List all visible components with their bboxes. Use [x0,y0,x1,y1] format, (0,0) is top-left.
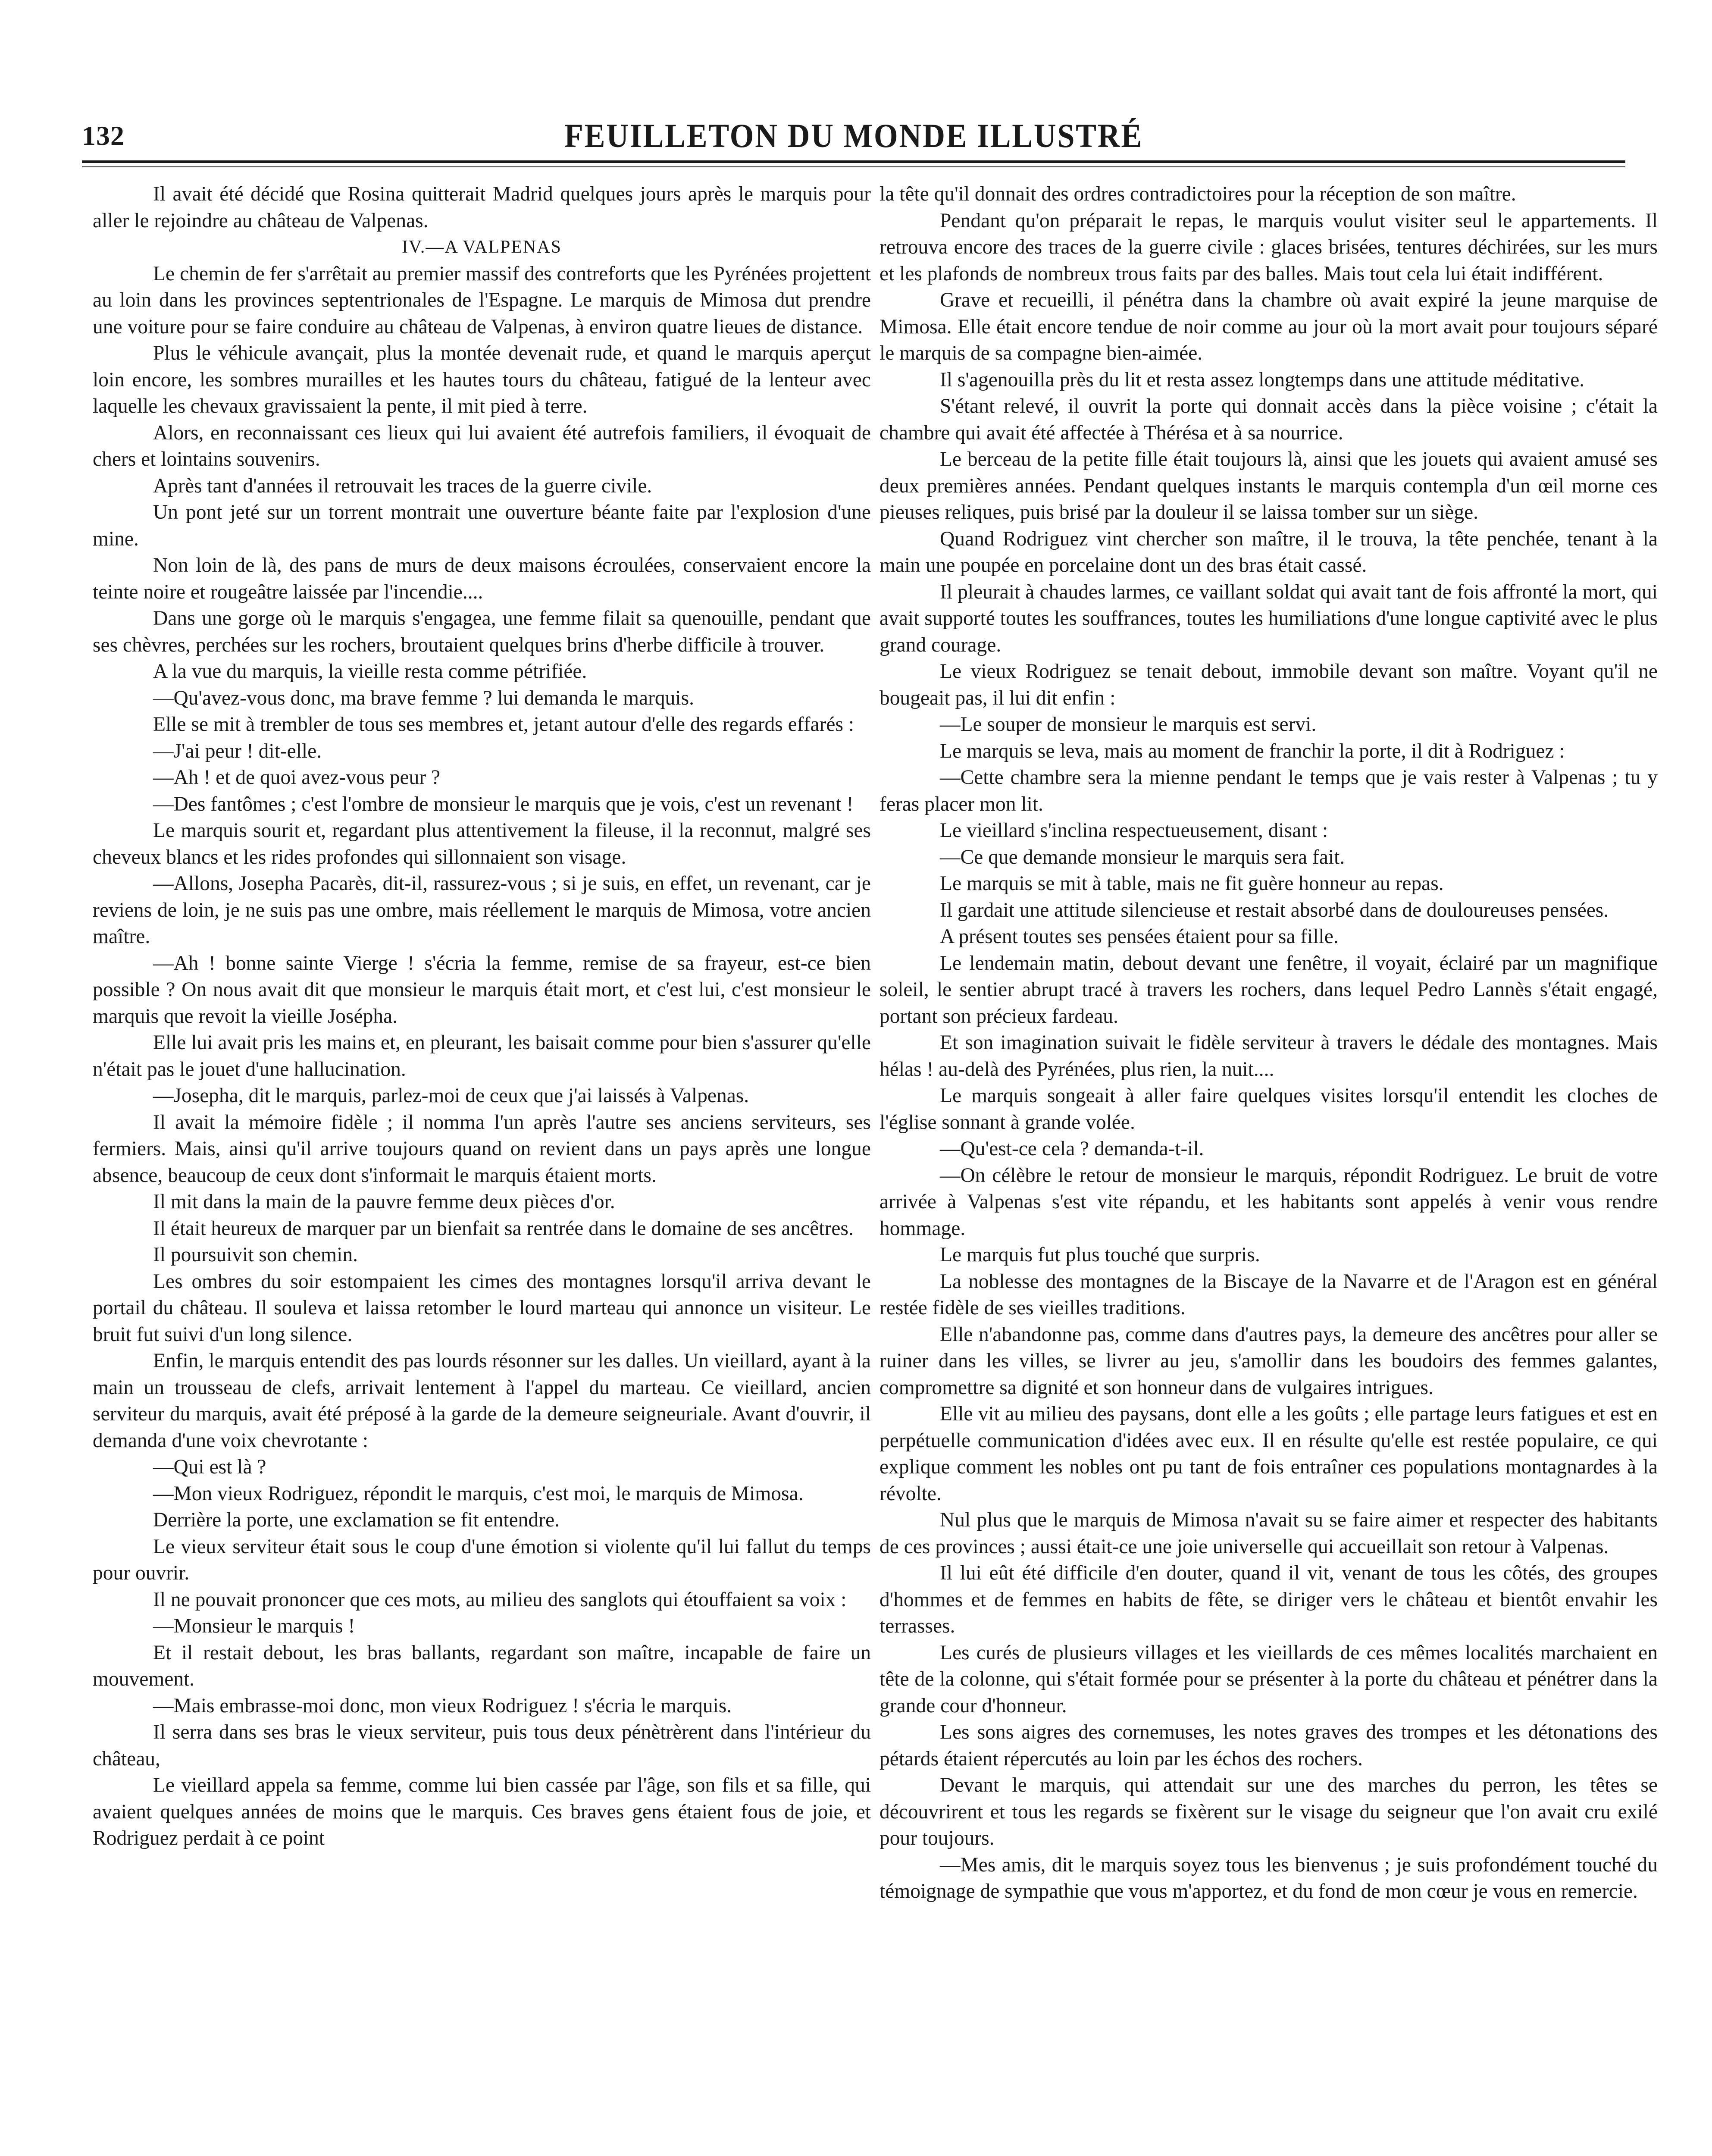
paragraph: Le chemin de fer s'arrêtait au premier massif des contreforts que les Pyrénées projettent au loin dans les provinces septentrionales de l'Espagne. Le marquis de Mimosa dut prendre une voiture pour se faire conduire au château de Valpenas, à environ quatre lieues de distance. [93,262,871,338]
left-paragraphs [93,261,871,1852]
paragraph: —Des fantômes ; c'est l'ombre de monsieur le marquis que je vois, c'est un revenant ! [153,793,854,815]
paragraph: —Ah ! bonne sainte Vierge ! s'écria la femme, remise de sa frayeur, est-ce bien possible ? On nous avait dit que monsieur le marquis était mort, et c'est lui, c'est monsieur le marquis que revoit la vieille Josépha. [93,952,871,1028]
paragraph: La noblesse des montagnes de la Biscaye de la Navarre et de l'Aragon est en général restée fidèle de ses vieilles traditions. [879,1270,1658,1319]
paragraph: —Qu'est-ce cela ? demanda-t-il. [940,1138,1204,1160]
paragraph: Le vieillard s'inclina respectueusement, disant : [940,819,1328,842]
continuation-paragraph: la tête qu'il donnait des ordres contradictoires pour la réception de son maître. [879,183,1516,205]
section-heading: IV.—A VALPENAS [401,237,562,257]
paragraph: —J'ai peur ! dit-elle. [153,740,322,762]
paragraph: —Mon vieux Rodriguez, répondit le marquis, c'est moi, le marquis de Mimosa. [153,1482,804,1505]
paragraph: Il était heureux de marquer par un bienfait sa rentrée dans le domaine de ses ancêtres. [153,1217,854,1240]
paragraph: Et il restait debout, les bras ballants, regardant son maître, incapable de faire un mouvement. [93,1641,871,1690]
paragraph: Non loin de là, des pans de murs de deux maisons écroulées, conservaient encore la teinte noire et rougeâtre laissée par l'incendie.... [93,554,871,603]
paragraph: Plus le véhicule avançait, plus la montée devenait rude, et quand le marquis aperçut loin encore, les sombres murailles et les hautes tours du château, fatigué de la lenteur avec laquelle les chevaux gravissaient la pente, il mit pied à terre. [93,342,871,417]
paragraph: Il serra dans ses bras le vieux serviteur, puis tous deux pénètrèrent dans l'intérieur du château, [93,1721,871,1770]
paragraph: A la vue du marquis, la vieille resta comme pétrifiée. [153,660,587,683]
paragraph: Elle lui avait pris les mains et, en pleurant, les baisait comme pour bien s'assurer qu'elle n'était pas le jouet d'une hallucination. [93,1031,871,1081]
paragraph: Après tant d'années il retrouvait les traces de la guerre civile. [153,474,652,497]
paragraph: Le marquis songeait à aller faire quelques visites lorsqu'il entendit les cloches de l'église sonnant à grande volée. [879,1084,1658,1134]
paragraph: Il avait la mémoire fidèle ; il nomma l'un après l'autre ses anciens serviteurs, ses fermiers. Mais, ainsi qu'il arrive toujours quand on revient dans un pays après une longue absence, beaucoup de ceux dont s'informait le marquis étaient morts. [93,1111,871,1187]
page-header [82,116,1625,164]
paragraph: Enfin, le marquis entendit des pas lourds résonner sur les dalles. Un vieillard, ayant à la main un trousseau de clefs, arrivait lentement à l'appel du marteau. Ce vieillard, ancien serviteur du marquis, avait été préposé à la garde de la demeure seigneuriale. Avant d'ouvrir, il demanda d'une voix chevrotante : [93,1350,871,1452]
paragraph: Elle se mit à trembler de tous ses membres et, jetant autour d'elle des regards effarés : [153,713,854,736]
paragraph: Derrière la porte, une exclamation se fit entendre. [153,1509,560,1531]
paragraph: Pendant qu'on préparait le repas, le marquis voulut visiter seul le appartements. Il retrouva encore des traces de la guerre civile : glaces brisées, tentures déchirées, sur les murs et les plafonds de nombreux trous faits par des balles. Mais tout cela lui était indifférent. [879,209,1658,285]
paragraph: Le vieillard appela sa femme, comme lui bien cassée par l'âge, son fils et sa fille, qui avaient quelques années de moins que le marquis. Ces braves gens étaient fous de joie, et Rodriguez perdait à ce point [93,1774,871,1849]
paragraph: —Ah ! et de quoi avez-vous peur ? [153,766,441,789]
paragraph: —Cette chambre sera la mienne pendant le temps que je vais rester à Valpenas ; tu y feras placer mon lit. [879,766,1658,815]
paragraph: —Qu'avez-vous donc, ma brave femme ? lui demanda le marquis. [153,686,694,709]
paragraph: —Monsieur le marquis ! [153,1615,355,1637]
header-rule [82,160,1625,163]
paragraph: A présent toutes ses pensées étaient pour sa fille. [940,925,1339,948]
paragraph: —Mes amis, dit le marquis soyez tous les bienvenus ; je suis profondément touché du témoignage de sympathie que vous m'apportez, et du fond de mon cœur je vous en remercie. [879,1853,1658,1902]
paragraph: Un pont jeté sur un torrent montrait une ouverture béante faite par l'explosion d'une mine. [93,501,871,550]
paragraph: Devant le marquis, qui attendait sur une des marches du perron, les têtes se découvrirent et tous les regards se fixèrent sur le visage du seigneur que l'on avait cru exilé pour toujours. [879,1774,1658,1849]
paragraph: Elle vit au milieu des paysans, dont elle a les goûts ; elle partage leurs fatigues et est en perpétuelle communication d'idées avec eux. Il en résulte qu'elle est restée populaire, ce qui explique comment les nobles ont pu tant de fois entraîner ces populations montagnardes à la révolte. [879,1403,1658,1505]
paragraph: Le marquis sourit et, regardant plus attentivement la fileuse, il la reconnut, malgré ses cheveux blancs et les rides profondes qui sillonnaient son visage. [93,819,871,868]
header-rule-thin [82,166,1625,167]
paragraph: Il s'agenouilla près du lit et resta assez longtemps dans une attitude méditative. [940,368,1585,391]
paragraph: —Mais embrasse-moi donc, mon vieux Rodriguez ! s'écria le marquis. [153,1694,732,1717]
paragraph: Le lendemain matin, debout devant une fenêtre, il voyait, éclairé par un magnifique soleil, le sentier abrupt tracé à travers les rochers, dans lequel Pedro Lannès s'était engagé, portant son précieux fardeau. [879,952,1658,1028]
paragraph: —Le souper de monsieur le marquis est servi. [940,713,1317,736]
paragraph: —Qui est là ? [153,1456,266,1478]
paragraph: —On célèbre le retour de monsieur le marquis, répondit Rodriguez. Le bruit de votre arrivée à Valpenas s'est vite répandu, et les habitants sont appelés à venir vous rendre hommage. [879,1164,1658,1240]
paragraph: S'étant relevé, il ouvrit la porte qui donnait accès dans la pièce voisine ; c'était la chambre qui avait été affectée à Thérésa et à sa nourrice. [879,395,1658,444]
paragraph: Alors, en reconnaissant ces lieux qui lui avaient été autrefois familiers, il évoquait de chers et lointains souvenirs. [93,421,871,470]
paragraph: —Ce que demande monsieur le marquis sera fait. [940,846,1345,868]
paragraph: Le berceau de la petite fille était toujours là, ainsi que les jouets qui avaient amusé ses deux premières années. Pendant quelques instants le marquis contempla d'un œil morne ces pieuses reliques, puis brisé par la douleur il se laissa tomber sur un siège. [879,448,1658,523]
running-title: FEUILLETON DU MONDE ILLUSTRÉ [564,117,1143,154]
paragraph: Le marquis fut plus touché que surpris. [940,1244,1260,1266]
paragraph: Les ombres du soir estompaient les cimes des montagnes lorsqu'il arriva devant le portail du château. Il souleva et laissa retomber le lourd marteau qui annonce un visiteur. Le bruit fut suivi d'un long silence. [93,1270,871,1346]
paragraph: Les sons aigres des cornemuses, les notes graves des trompes et les détonations des pétards étaient répercutés au loin par les échos des rochers. [879,1721,1658,1770]
left-column [93,181,871,1852]
paragraph: Le vieux Rodriguez se tenait debout, immobile devant son maître. Voyant qu'il ne bougeait pas, il lui dit enfin : [879,660,1658,709]
paragraph: Elle n'abandonne pas, comme dans d'autres pays, la demeure des ancêtres pour aller se ruiner dans les villes, se livrer au jeu, s'amollir dans les boudoirs des femmes galantes, compromettre sa dignité et son honneur dans de vulgaires intrigues. [879,1323,1658,1399]
right-paragraphs [879,208,1658,1905]
right-column [879,181,1658,1905]
intro-paragraph: Il avait été décidé que Rosina quitterait Madrid quelques jours après le marquis pour aller le rejoindre au château de Valpenas. [93,183,871,232]
paragraph: —Allons, Josepha Pacarès, dit-il, rassurez-vous ; si je suis, en effet, un revenant, car je reviens de loin, je ne suis pas une ombre, mais réellement le marquis de Mimosa, votre ancien maître. [93,872,871,948]
paragraph: Les curés de plusieurs villages et les vieillards de ces mêmes localités marchaient en tête de la colonne, qui s'était formée pour se présenter à la porte du château et pénétrer dans la grande cour d'honneur. [879,1641,1658,1717]
paragraph: Il gardait une attitude silencieuse et restait absorbé dans de douloureuses pensées. [940,899,1609,921]
paragraph: Il pleurait à chaudes larmes, ce vaillant soldat qui avait tant de fois affronté la mort, qui avait supporté toutes les souffrances, toutes les humiliations d'une longue captivité avec le plus grand courage. [879,580,1658,656]
paragraph: Nul plus que le marquis de Mimosa n'avait su se faire aimer et respecter des habitants de ces provinces ; aussi était-ce une joie universelle qui accueillait son retour à Valpenas. [879,1509,1658,1558]
page-number: 132 [82,120,125,151]
paragraph: —Josepha, dit le marquis, parlez-moi de ceux que j'ai laissés à Valpenas. [153,1084,749,1107]
paragraph: Dans une gorge où le marquis s'engagea, une femme filait sa quenouille, pendant que ses chèvres, perchées sur les rochers, broutaient quelques brins d'herbe difficile à trouver. [93,607,871,656]
paragraph: Le marquis se leva, mais au moment de franchir la porte, il dit à Rodriguez : [940,740,1565,762]
paragraph: Il mit dans la main de la pauvre femme deux pièces d'or. [153,1191,615,1213]
paragraph: Le vieux serviteur était sous le coup d'une émotion si violente qu'il lui fallut du temps pour ouvrir. [93,1535,871,1584]
paragraph: Grave et recueilli, il pénétra dans la chambre où avait expiré la jeune marquise de Mimosa. Elle était encore tendue de noir comme au jour où la mort avait pour toujours séparé le marquis de sa compagne bien-aimée. [879,289,1658,364]
paragraph: Le marquis se mit à table, mais ne fit guère honneur au repas. [940,872,1444,895]
paragraph: Et son imagination suivait le fidèle serviteur à travers le dédale des montagnes. Mais hélas ! au-delà des Pyrénées, plus rien, la nuit.... [879,1031,1658,1081]
paragraph: Il poursuivit son chemin. [153,1244,358,1266]
paragraph: Il lui eût été difficile d'en douter, quand il vit, venant de tous les côtés, des groupes d'hommes et de femmes en habits de fête, se diriger vers le château et bientôt envahir les terrasses. [879,1562,1658,1637]
paragraph: Quand Rodriguez vint chercher son maître, il le trouva, la tête penchée, tenant à la main une poupée en porcelaine dont un des bras était cassé. [879,527,1658,577]
paragraph: Il ne pouvait prononcer que ces mots, au milieu des sanglots qui étouffaient sa voix : [153,1588,847,1611]
